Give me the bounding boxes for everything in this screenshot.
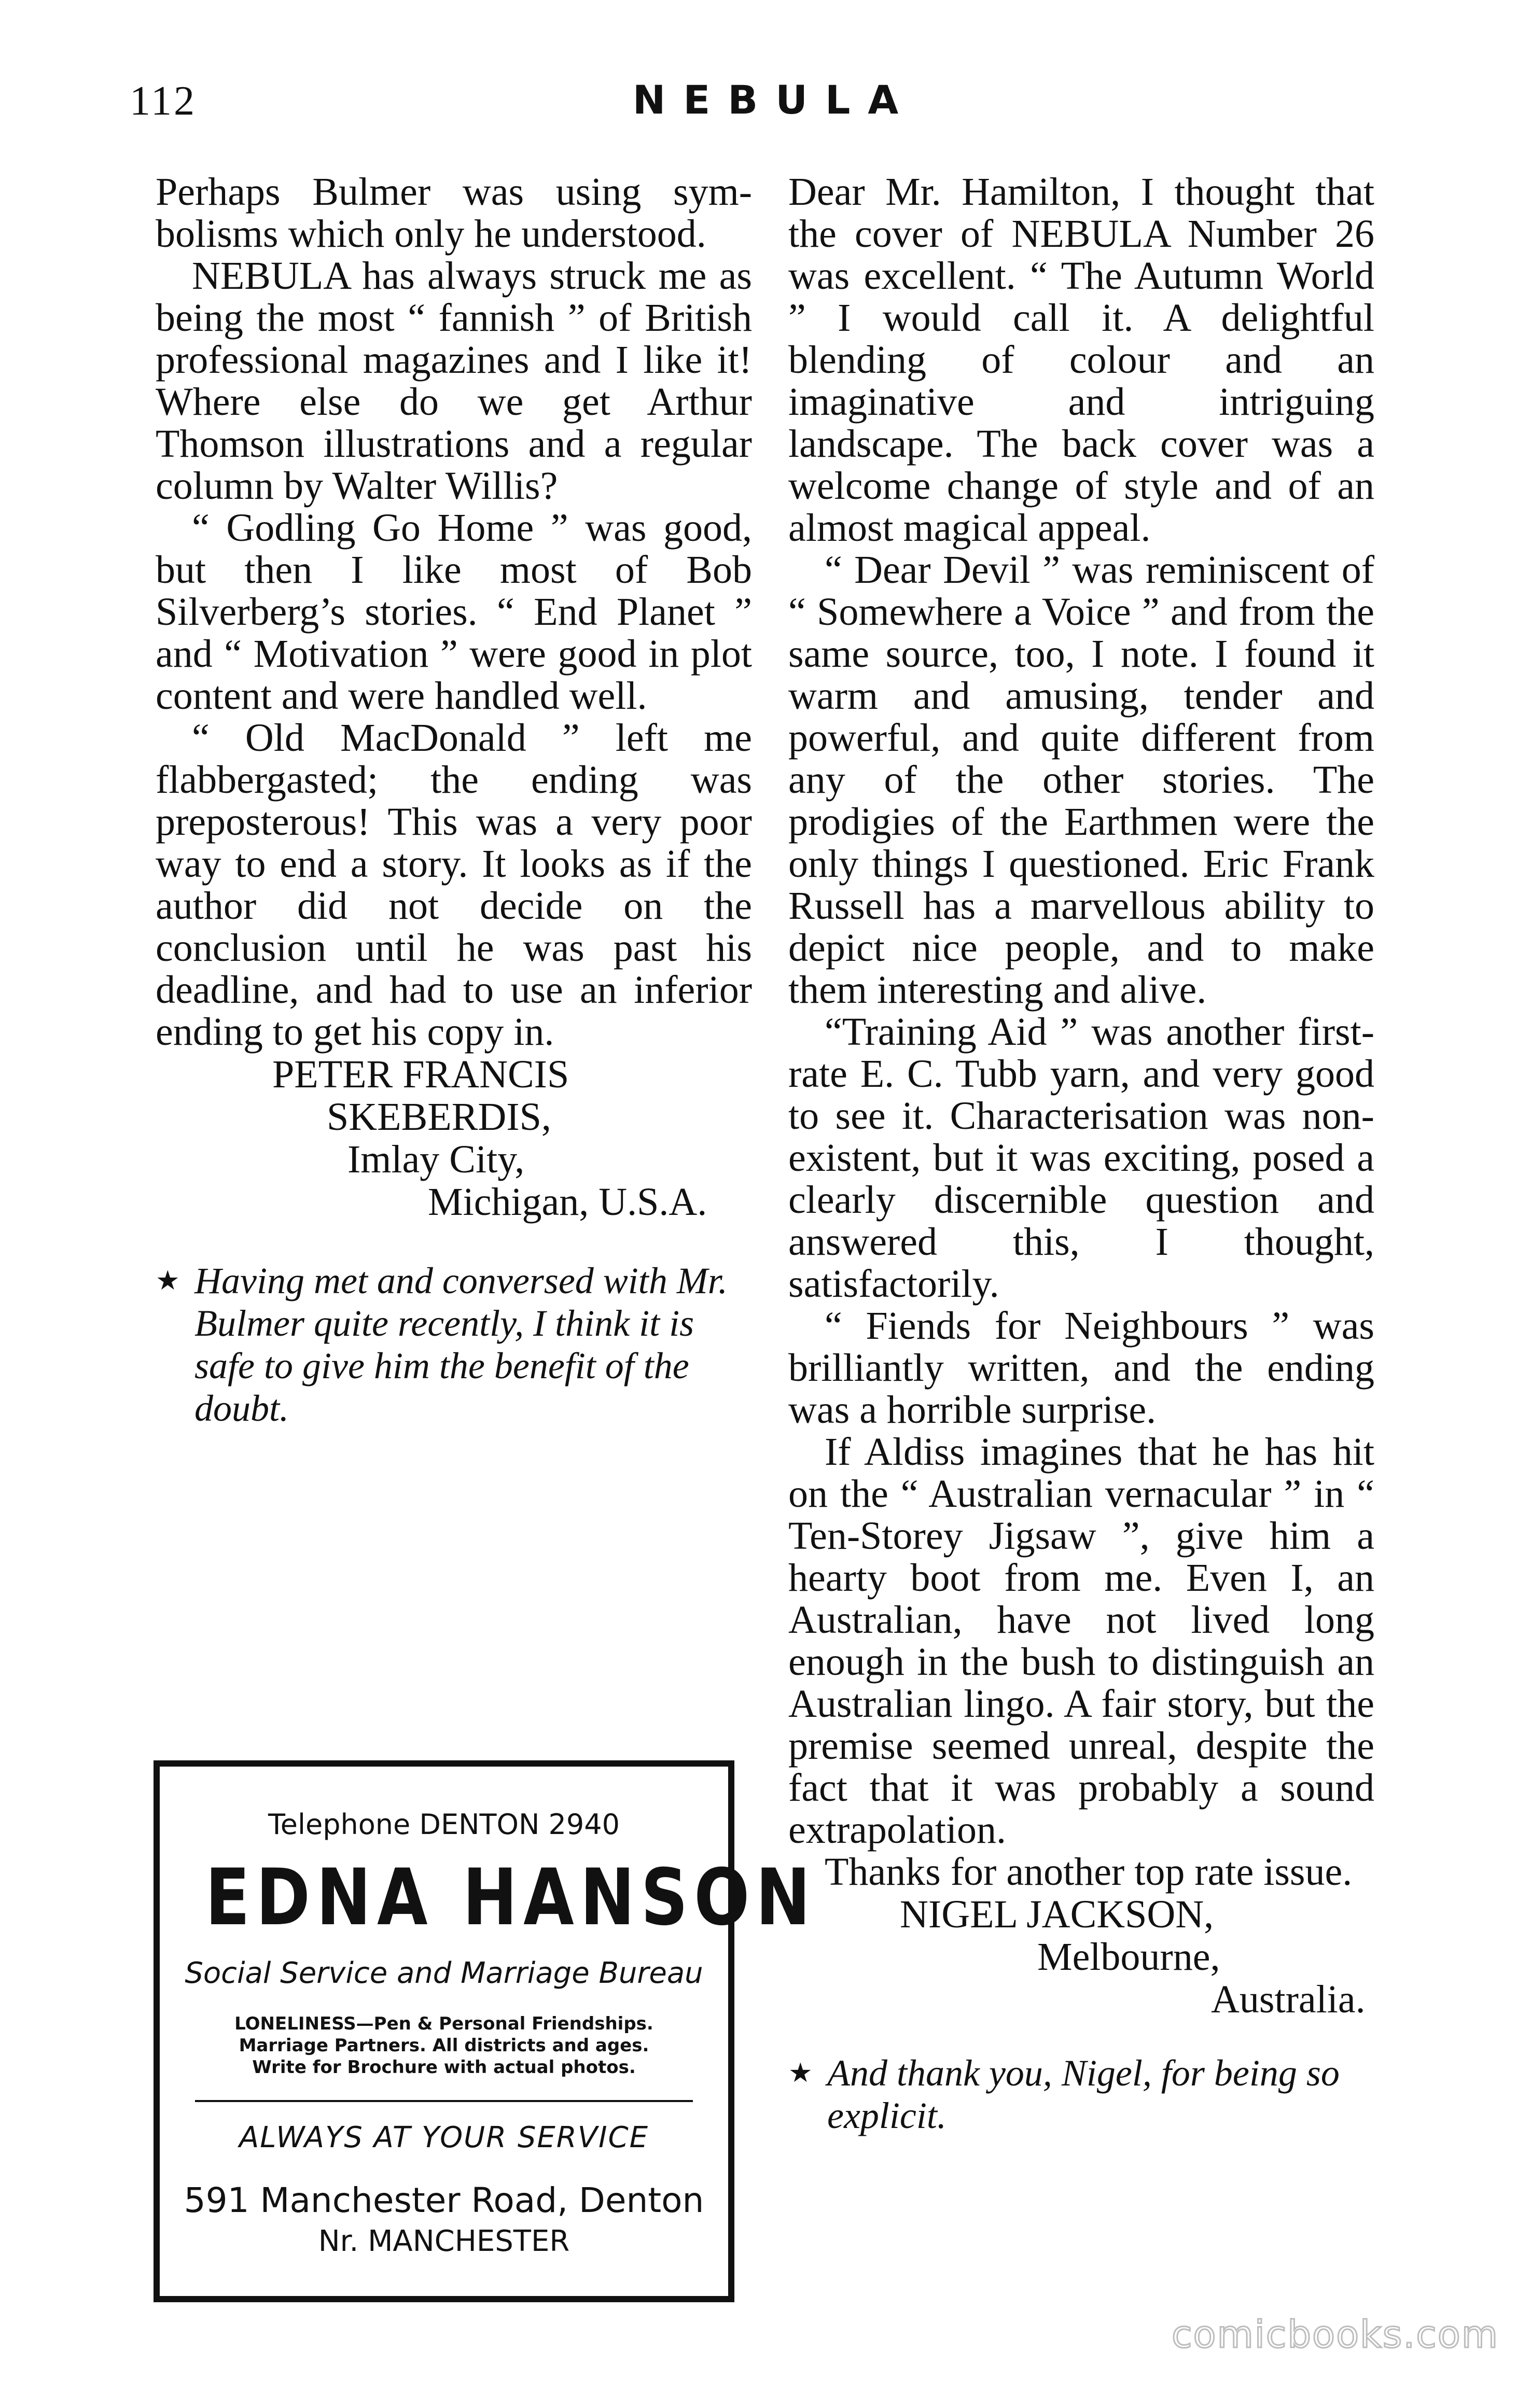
signature-country: Australia. (1211, 1978, 1366, 2021)
editor-note-text: And thank you, Nigel, for being so explicit. (827, 2052, 1340, 2136)
letter-signature (788, 1893, 1374, 2021)
letter-paragraph: “ Old MacDonald ” left me flabbergasted; the ending was preposterous! This was a very poor way to end a story. It looks as if the author did not decide on the conclusion until he was past his deadline, and had to use an inferior ending to get his copy in. (156, 716, 752, 1054)
signature-name-line2: SKEBERDIS, (327, 1095, 551, 1139)
advertisement-box (154, 1760, 817, 2302)
ad-address: 591 Manchester Road, Denton (184, 2180, 704, 2220)
page-number: 112 (130, 78, 197, 124)
ad-divider (195, 2100, 693, 2102)
letter-paragraph: Perhaps Bulmer was using symbolisms which only he understood. (156, 170, 752, 256)
ad-tagline: ALWAYS AT YOUR SERVICE (239, 2121, 649, 2154)
letter-paragraph: Thanks for another top rate issue. (825, 1850, 1353, 1894)
ad-town: Nr. MANCHESTER (318, 2224, 570, 2258)
editor-note (788, 2052, 1374, 2137)
ad-service: Social Service and Marriage Bureau (185, 1956, 703, 1990)
signature-name-line1: PETER FRANCIS (272, 1053, 569, 1096)
signature-region: Michigan, U.S.A. (428, 1180, 707, 1224)
ad-blurb (182, 2013, 706, 2078)
left-column (156, 171, 752, 1430)
letter-paragraph: “ Godling Go Home ” was good, but then I like most of Bob Silverberg’s stories. “ End Planet ” and “ Motivation ” were good in plot content and were handled well. (156, 506, 752, 718)
editor-note (156, 1259, 752, 1430)
ad-blurb-line: Write for Brochure with actual photos. (252, 2057, 636, 2078)
ad-business-name: EDNA HANSON (205, 1853, 817, 1943)
editor-note-text: Having met and conversed with Mr. Bulmer quite recently, I think it is safe to give him the benefit of the doubt. (194, 1260, 728, 1429)
ad-telephone: Telephone DENTON 2940 (268, 1808, 620, 1841)
magazine-title: NEBULA (632, 77, 916, 123)
star-icon: ★ (156, 1265, 180, 1296)
signature-name: NIGEL JACKSON, (900, 1893, 1214, 1936)
right-column (788, 171, 1374, 2137)
signature-city: Melbourne, (1037, 1935, 1220, 1979)
letter-paragraph: “Training Aid ” was another first-rate E. C. Tubb yarn, and very good to see it. Characterisation was non-existent, but it was exciting, posed a clearly discernible question and answered this, I thought, satisfactorily. (788, 1010, 1374, 1306)
ad-blurb-line: LONELINESS—Pen & Personal Friendships. (234, 2013, 653, 2034)
watermark: comicbooks.com (1171, 2313, 1499, 2356)
letter-paragraph: Dear Mr. Hamilton, I thought that the cover of NEBULA Number 26 was excellent. “ The Autumn World ” I would call it. A delightful blending of colour and an imaginative and intriguing landscape. The back cover was a welcome change of style and of an almost magical appeal. (788, 170, 1374, 550)
ad-blurb-line: Marriage Partners. All districts and ages. (239, 2035, 649, 2056)
signature-city: Imlay City, (347, 1138, 525, 1181)
letter-paragraph: “ Dear Devil ” was reminiscent of “ Somewhere a Voice ” and from the same source, too, I note. I found it warm and amusing, tender and powerful, and quite different from any of the other stories. The prodigies of the Earthmen were the only things I questioned. Eric Frank Russell has a marvellous ability to depict nice people, and to make them interesting and alive. (788, 548, 1374, 1012)
letter-paragraph: “ Fiends for Neighbours ” was brilliantly written, and the ending was a horrible surprise. (788, 1304, 1374, 1432)
letter-paragraph: If Aldiss imagines that he has hit on the “ Australian vernacular ” in “ Ten-Storey Jigsaw ”, give him a hearty boot from me. Even I, an Australian, have not lived long enough in the bush to distinguish an Australian lingo. A fair story, but the premise seemed unreal, despite the fact that it was probably a sound extrapolation. (788, 1430, 1374, 1852)
letter-signature (156, 1053, 752, 1223)
letter-paragraph: NEBULA has always struck me as being the most “ fannish ” of British professional magazines and I like it! Where else do we get Arthur Thomson illustrations and a regular column by Walter Willis? (156, 254, 752, 508)
star-icon: ★ (788, 2057, 813, 2089)
